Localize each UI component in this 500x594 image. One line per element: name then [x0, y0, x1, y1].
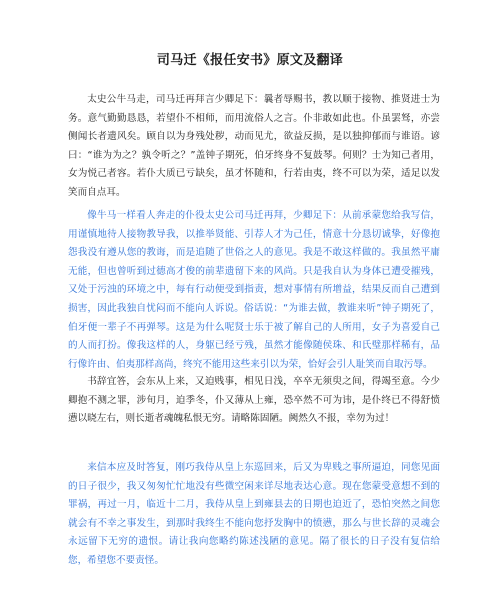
translation-paragraph-1: 像牛马一样看人奔走的仆役太史公司马迁再拜，少卿足下：从前承蒙您给我写信，用谨慎地待人接物教导我，以推举贤能、引荐人才为己任，情意十分恳切诚挚，好像抱怨我没有遵从您的教诲，而是追随了世俗之人的意见。我是不敢这样做的。我虽然平庸无能，但也曾听到过德高才俊的前辈遗留下来的风尚。只是我自认为身体已遭受摧残，又处于污浊的环境之中，每有行动便受到指责，想对事情有所增益，结果反而自己遭到损害，因此我独自忧闷而不能向人诉说。俗话说：“为谁去做，教谁来听”钟子期死了，伯牙便一辈子不再弹琴。这是为什么呢贤士乐于被了解自己的人所用，女子为喜爱自己的人而打扮。像我这样的人，身躯已经亏残，虽然才能像随侯珠、和氏璧那样稀有，品行像许由、伯夷那样高尚，终究不能用这些来引以为荣，恰好会引人耻笑而自取污辱。: [68, 210, 440, 370]
document-title: 司马迁《报任安书》原文及翻译: [156, 53, 344, 68]
translation-paragraph-2: 来信本应及时答复，刚巧我侍从皇上东巡回来，后又为卑贱之事所逼迫，同您见面的日子很少，我又匆匆忙忙地没有些微空闲来详尽地表达心意。现在您蒙受意想不到的罪祸，再过一月，临近十二月，我侍从皇上到雍县去的日期也迫近了，恐怕突然之间您就会有不幸之事发生，到那时我终生不能向您抒发胸中的愤懑，那么与世长辞的灵魂会永远留下无穷的遗恨。请让我向您略约陈述浅陋的意见。隔了很长的日子没有复信给您，希望您不要责怪。: [68, 462, 440, 566]
original-paragraph-2: 书辞宜答，会东从上来，又迫贱事，相见日浅，卒卒无须臾之间，得竭至意。今少卿抱不测之罪，涉旬月，迫季冬，仆又薄从上雍，恐卒然不可为讳，是仆终已不得舒愤懑以晓左右，则长逝者魂魄私恨无穷。请略陈固陋。阙然久不报，幸勿为过！: [68, 376, 440, 425]
original-paragraph-1: 太史公牛马走，司马迁再拜言少卿足下：曩者辱赐书，教以顺于接物、推贤进士为务。意气勤勤恳恳，若望仆不相师，而用流俗人之言。仆非敢如此也。仆虽罢驽，亦尝侧闻长者遗风矣。顾自以为身残处秽，动而见尤，欲益反损，是以独抑郁而与谁语。谚曰：“谁为为之？孰令听之？”盖钟子期死，伯牙终身不复鼓琴。何则？士为知己者用，女为悦己者容。若仆大质已亏缺矣，虽才怀随和，行若由夷，终不可以为荣，适足以发笑而自点耳。: [68, 94, 440, 198]
